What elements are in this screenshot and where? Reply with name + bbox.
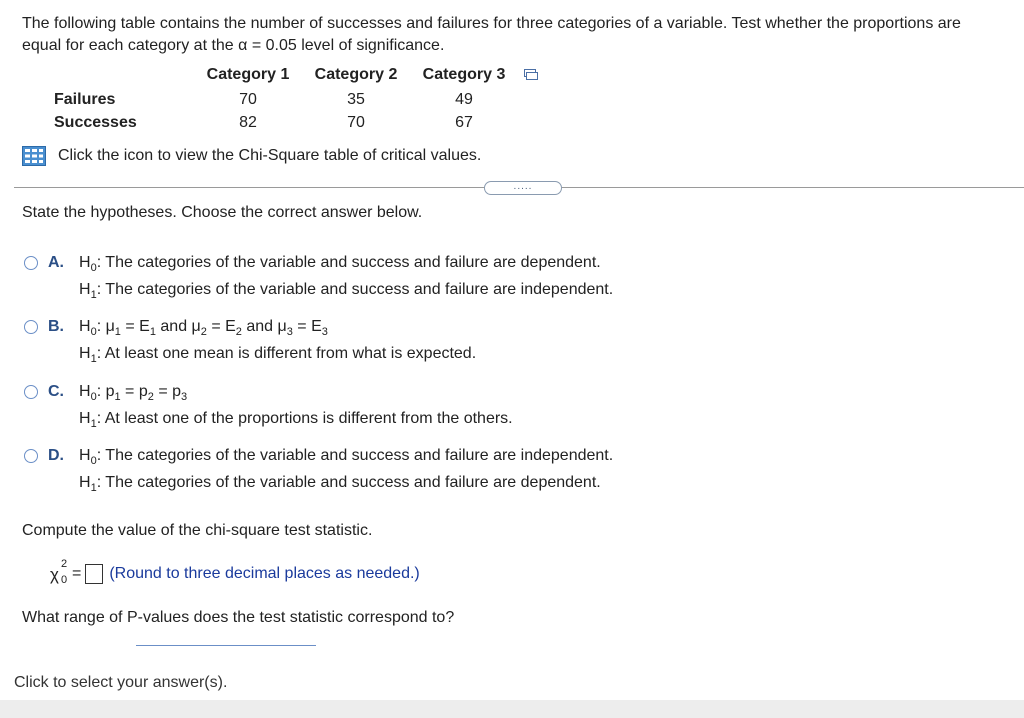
option-b-h0: $H_0$: $\mu_1 = E_1$ and $\mu_2 = E_2$ and $\mu_3 = E_3$ bbox=[79, 318, 328, 338]
radio-option-b[interactable] bbox=[24, 320, 38, 334]
option-c[interactable] bbox=[24, 383, 724, 433]
table-header: Category 2 bbox=[314, 66, 398, 83]
table-row bbox=[40, 111, 548, 134]
chi-square-answer-input[interactable] bbox=[85, 564, 103, 584]
intro-line-2: equal for each category at the α = 0.05 level of significance. bbox=[22, 37, 445, 54]
chi-square-table-link[interactable] bbox=[22, 146, 481, 166]
option-a-h0: $H_0$: The categories of the variable and success and failure are dependent. bbox=[79, 254, 601, 274]
option-c-h1: $H_1$: At least one of the proportions is different from the others. bbox=[79, 410, 513, 430]
table-cell: 70 bbox=[347, 113, 365, 131]
data-table bbox=[40, 62, 548, 134]
option-d-h1: $H_1$: The categories of the variable and success and failure are dependent. bbox=[79, 474, 601, 494]
table-header: Category 1 bbox=[206, 66, 290, 83]
table-cell: 67 bbox=[455, 113, 473, 131]
option-d-h0: $H_0$: The categories of the variable and success and failure are independent. bbox=[79, 447, 614, 467]
footer-band bbox=[0, 700, 1024, 718]
copy-table-button[interactable] bbox=[518, 62, 548, 88]
pvalue-prompt: What range of P-values does the test statistic correspond to? bbox=[22, 609, 455, 626]
rounding-hint: (Round to three decimal places as needed.) bbox=[109, 565, 420, 582]
table-header-row bbox=[40, 62, 548, 88]
option-letter: A. bbox=[48, 254, 64, 271]
table-cell: 35 bbox=[347, 90, 365, 108]
intro-line-1: The following table contains the number of successes and failures for three categories of a variable. Test whether the proportions are bbox=[22, 15, 961, 32]
row-label: Failures bbox=[54, 90, 116, 108]
radio-option-c[interactable] bbox=[24, 385, 38, 399]
chi-square-stat-row: χ 2 0 = (Round to three decimal places as needed.) bbox=[50, 558, 420, 586]
table-header: Category 3 bbox=[422, 66, 506, 83]
radio-option-a[interactable] bbox=[24, 256, 38, 270]
chi-square-symbol: χ 2 0 bbox=[50, 558, 68, 586]
option-letter: C. bbox=[48, 383, 64, 400]
option-b[interactable] bbox=[24, 318, 724, 368]
option-letter: D. bbox=[48, 447, 64, 464]
option-d[interactable] bbox=[24, 447, 724, 497]
chi-link-text[interactable]: Click the icon to view the Chi-Square table of critical values. bbox=[58, 147, 482, 164]
table-grid-icon[interactable] bbox=[22, 146, 46, 166]
copy-icon[interactable] bbox=[524, 69, 538, 81]
option-c-h0: $H_0$: $p_1 = p_2 = p_3$ bbox=[79, 383, 188, 403]
option-a-h1: $H_1$: The categories of the variable and success and failure are independent. bbox=[79, 281, 614, 301]
option-b-h1: $H_1$: At least one mean is different from what is expected. bbox=[79, 345, 477, 365]
expand-more-button[interactable]: ..... bbox=[484, 181, 562, 195]
table-corner bbox=[40, 62, 194, 88]
row-label: Successes bbox=[54, 113, 137, 131]
hypothesis-prompt: State the hypotheses. Choose the correct answer below. bbox=[22, 204, 423, 221]
option-letter: B. bbox=[48, 318, 64, 335]
option-a[interactable] bbox=[24, 254, 724, 304]
table-cell: 82 bbox=[239, 113, 257, 131]
pvalue-answer-dropdown[interactable] bbox=[136, 645, 316, 646]
compute-prompt: Compute the value of the chi-square test statistic. bbox=[22, 522, 373, 539]
problem-statement bbox=[22, 13, 1017, 57]
radio-option-d[interactable] bbox=[24, 449, 38, 463]
table-cell: 49 bbox=[455, 90, 473, 108]
table-row bbox=[40, 88, 548, 111]
footer-instruction: Click to select your answer(s). bbox=[14, 674, 228, 691]
table-cell: 70 bbox=[239, 90, 257, 108]
